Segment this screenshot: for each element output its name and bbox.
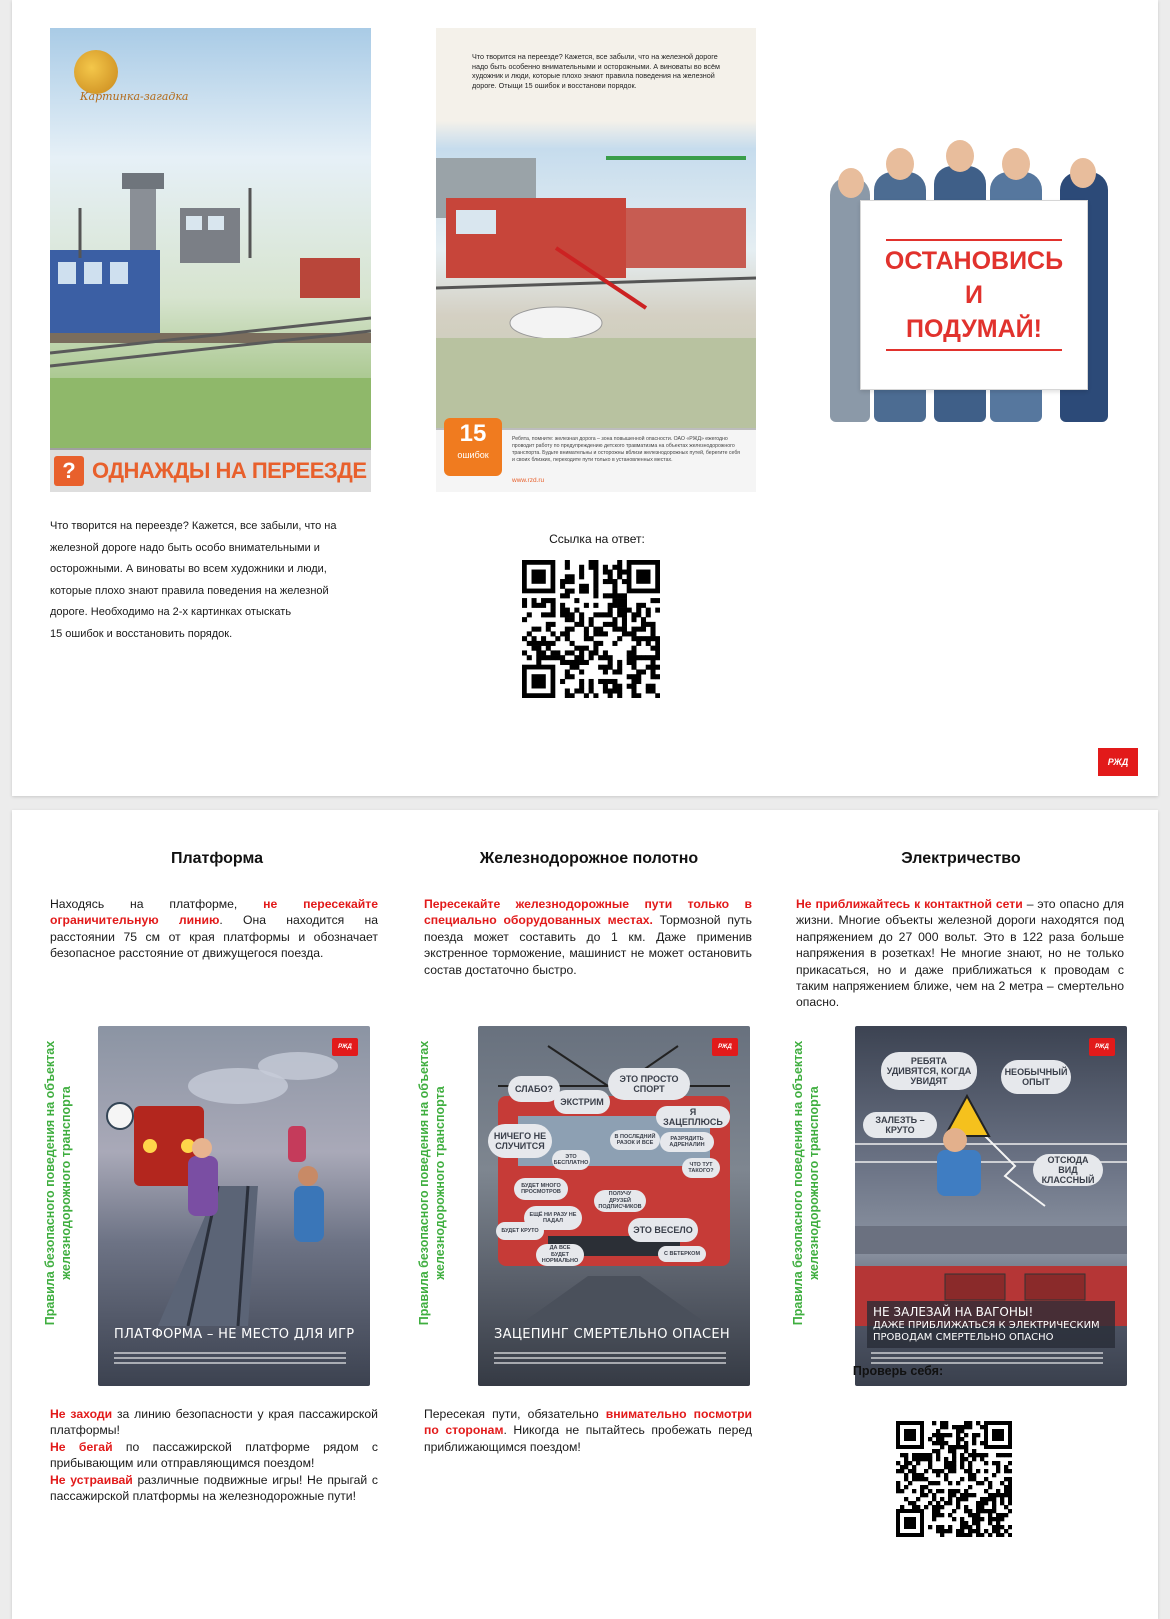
thought-cloud: ЭТО ПРОСТО СПОРТ <box>608 1068 690 1100</box>
platform-rule-highlight: Не заходи <box>50 1407 113 1421</box>
rules-vertical-label <box>416 1028 448 1338</box>
platform-rule <box>50 1439 378 1472</box>
spot-url: www.rzd.ru <box>512 477 545 484</box>
sign-line-2: И <box>965 281 983 309</box>
track-outro-highlight: внимательно посмотри по сторонам <box>424 1407 752 1438</box>
mistakes-count: 15 <box>459 420 487 447</box>
intro-line: Что творится на переезде? Кажется, все забыли, что на <box>50 520 337 532</box>
track-outro <box>424 1406 752 1455</box>
rzd-logo-icon: РЖД <box>1098 748 1138 776</box>
riddle-logo-icon <box>74 50 118 94</box>
thought-cloud: ЧТО ТУТ ТАКОГО? <box>682 1158 720 1178</box>
platform-poster-caption: ПЛАТФОРМА – НЕ МЕСТО ДЛЯ ИГР <box>114 1327 355 1342</box>
intro-line: 15 ошибок и восстановить порядок. <box>50 627 233 640</box>
electricity-title: Электричество <box>901 850 1021 867</box>
platform-rule-rest: различные подвижные игры! Не прыгай с пассажирской платформы на железнодорожные пути! <box>50 1472 378 1504</box>
rules-vertical-label-line: железнодорожного транспорта <box>807 1086 821 1280</box>
spot-header-text: Что творится на переезде? Кажется, все забыли, что на железной дороге надо быть особенно внимательными и осторожными. А виноваты во всём художник и люди, которые плохо знают правила поведения на железной дороге. Отыщи 15 ошибок и восстанови порядок. <box>472 52 720 90</box>
track-poster-caption: ЗАЦЕПИНГ СМЕРТЕЛЬНО ОПАСЕН <box>494 1327 730 1342</box>
spot-footer-text: Ребята, помните: железная дорога – зона повышенной опасности. ОАО «РЖД» ежегодно проводит работу по предупреждению детского травматизма на объектах железнодорожного транспорта. Будьте внимательны и осторожны вблизи железнодорожных путей, берегите себя и своих близких, переходите пути только в установленных местах. <box>512 436 740 463</box>
intro-text <box>50 516 380 646</box>
poster-fineprint <box>114 1352 346 1374</box>
thought-cloud: ЕЩЁ НИ РАЗУ НЕ ПАДАЛ <box>524 1206 582 1230</box>
platform-poster <box>98 1026 370 1386</box>
cover-title: ОДНАЖДЫ НА ПЕРЕЕЗДЕ <box>92 458 367 483</box>
platform-intro-a: Находясь на платформе, <box>50 897 264 911</box>
spot-illustration <box>436 28 756 492</box>
track-poster <box>478 1026 750 1386</box>
rules-vertical-label-line: железнодорожного транспорта <box>433 1086 447 1280</box>
riddle-logo-text: Картинка-загадка <box>80 90 189 103</box>
check-qr-code-icon[interactable] <box>896 1421 1012 1537</box>
rzd-logo-icon: РЖД <box>1089 1038 1115 1056</box>
platform-rule-rest: за линию безопасности у края пассажирской платформы! <box>50 1407 378 1438</box>
electricity-intro-rest: – это опасно для жизни. Многие объекты железной дороги находятся под напряжением до 27 000 вольт. Это в 122 раза больше напряжения в розетках! Не многие знают, но не только прикасаться, но и даже приближаться к проводам с таким напряжением ближе, чем на 2 метра – смертельно опасно. <box>796 897 1124 1010</box>
rzd-logo-icon: РЖД <box>712 1038 738 1056</box>
platform-play-scene-icon <box>98 1026 370 1326</box>
platform-intro-highlight: не пересекайте ограничительную линию <box>50 897 378 928</box>
page-1 <box>12 0 1158 796</box>
thought-cloud: РАЗРЯДИТЬ АДРЕНАЛИН <box>660 1132 714 1152</box>
track-outro-b: . Никогда не пытайтесь пробежать перед приближающимся поездом! <box>424 1423 752 1454</box>
intro-line: которые плохо знают правила поведения на железной <box>50 584 329 597</box>
rules-vertical-label <box>790 1028 822 1338</box>
intro-line: железной дороге надо быть особо внимательными и <box>50 541 320 554</box>
person-head-icon <box>1002 148 1030 180</box>
thought-cloud: ЗАЛЕЗТЬ – КРУТО <box>863 1112 937 1138</box>
thought-cloud: БУДЕТ КРУТО <box>496 1222 544 1240</box>
thought-cloud: ДА ВСЕ БУДЕТ НОРМАЛЬНО <box>536 1244 584 1266</box>
rules-vertical-label-line: Правила безопасного поведения на объектах <box>791 1040 805 1326</box>
answer-link-label: Ссылка на ответ: <box>549 532 645 546</box>
thought-cloud: ЭТО БЕСПЛАТНО <box>552 1150 590 1170</box>
platform-title: Платформа <box>170 850 264 867</box>
person-head-icon <box>886 148 914 180</box>
thought-cloud: ЭКСТРИМ <box>554 1090 610 1114</box>
thought-cloud: В ПОСЛЕДНИЙ РАЗОК И ВСЕ <box>610 1130 660 1150</box>
thought-cloud: С ВЕТЕРКОМ <box>658 1246 706 1262</box>
person-head-icon <box>1070 158 1096 188</box>
electricity-poster <box>855 1026 1127 1386</box>
answer-qr-code-icon[interactable] <box>522 560 660 698</box>
thought-cloud: СЛАБО? <box>508 1076 560 1102</box>
track-intro <box>424 896 752 978</box>
platform-rules <box>50 1406 378 1504</box>
platform-rule-highlight: Не устраивай <box>50 1472 133 1487</box>
rzd-logo-icon: РЖД <box>332 1038 358 1056</box>
poster-fineprint <box>494 1352 726 1374</box>
electricity-caption-line: ПРОВОДАМ СМЕРТЕЛЬНО ОПАСНО <box>873 1332 1054 1343</box>
thought-cloud: РЕБЯТА УДИВЯТСЯ, КОГДА УВИДЯТ <box>881 1052 977 1090</box>
sign-line-3: ПОДУМАЙ! <box>906 315 1042 343</box>
question-icon: ? <box>54 456 84 486</box>
cover-title-bar <box>50 448 371 492</box>
rules-vertical-label-line: Правила безопасного поведения на объектах <box>43 1040 57 1326</box>
platform-rule-rest: по пассажирской платформе рядом с прибывающим или отправляющимся поездом! <box>50 1439 379 1471</box>
electricity-intro-highlight: Не приближайтесь к контактной сети <box>796 897 1023 911</box>
electricity-intro <box>796 896 1124 1011</box>
mistakes-word: ошибок <box>457 450 489 460</box>
sign-bottom-rule <box>886 349 1062 351</box>
electricity-poster-caption <box>867 1301 1115 1348</box>
rules-vertical-label <box>42 1028 74 1338</box>
thought-cloud: ЭТО ВЕСЕЛО <box>628 1218 698 1242</box>
rules-vertical-label-line: железнодорожного транспорта <box>59 1086 73 1280</box>
platform-intro <box>50 896 378 962</box>
electricity-caption-line: ДАЖЕ ПРИБЛИЖАТЬСЯ К ЭЛЕКТРИЧЕСКИМ <box>873 1320 1100 1331</box>
platform-rule <box>50 1406 378 1439</box>
person-head-icon <box>838 168 864 198</box>
track-intro-rest: Тормозной путь поезда может составить до 1 км. Даже применив экстренное торможение, машинист не может остановить состав достаточно быстро. <box>424 913 752 977</box>
railway-crossing-scene-icon <box>50 128 371 448</box>
thought-cloud: НИЧЕГО НЕ СЛУЧИТСЯ <box>488 1124 552 1158</box>
thought-cloud: Я ЗАЦЕПЛЮСЬ <box>656 1106 730 1128</box>
mistakes-badge <box>444 418 502 476</box>
cover-illustration <box>50 28 371 492</box>
thought-cloud: ОТСЮДА ВИД КЛАССНЫЙ <box>1033 1154 1103 1186</box>
electricity-caption-line: НЕ ЗАЛЕЗАЙ НА ВАГОНЫ! <box>873 1305 1034 1319</box>
railway-crossing-train-scene-icon <box>436 138 756 428</box>
rules-vertical-label-line: Правила безопасного поведения на объектах <box>417 1040 431 1326</box>
thought-cloud: ПОЛУЧУ ДРУЗЕЙ ПОДПИСЧИКОВ <box>594 1190 646 1212</box>
stop-sign-board <box>860 200 1088 390</box>
sign-top-rule <box>886 239 1062 241</box>
thought-cloud: НЕОБЫЧНЫЙ ОПЫТ <box>1001 1060 1071 1094</box>
check-yourself-label: Проверь себя: <box>852 1364 944 1378</box>
intro-line: осторожными. А виноваты во всем художники и люди, <box>50 563 327 576</box>
platform-rule-highlight: Не бегай <box>50 1439 113 1454</box>
platform-intro-b: . Она находится на расстоянии 75 см от края платформы и обозначает безопасное расстояние от движущегося поезда. <box>50 913 379 961</box>
intro-line: дороге. Необходимо на 2-х картинках отыскать <box>50 606 292 619</box>
track-intro-highlight: Пересекайте железнодорожные пути только в специально оборудованных местах. <box>424 897 752 928</box>
track-title: Железнодорожное полотно <box>479 850 699 867</box>
stop-and-think-photo <box>830 140 1124 430</box>
sign-line-1: ОСТАНОВИСЬ <box>884 247 1064 275</box>
thought-cloud: БУДЕТ МНОГО ПРОСМОТРОВ <box>514 1178 568 1200</box>
track-outro-a: Пересекая пути, обязательно <box>424 1407 606 1421</box>
person-head-icon <box>946 140 974 172</box>
platform-rule <box>50 1472 378 1505</box>
